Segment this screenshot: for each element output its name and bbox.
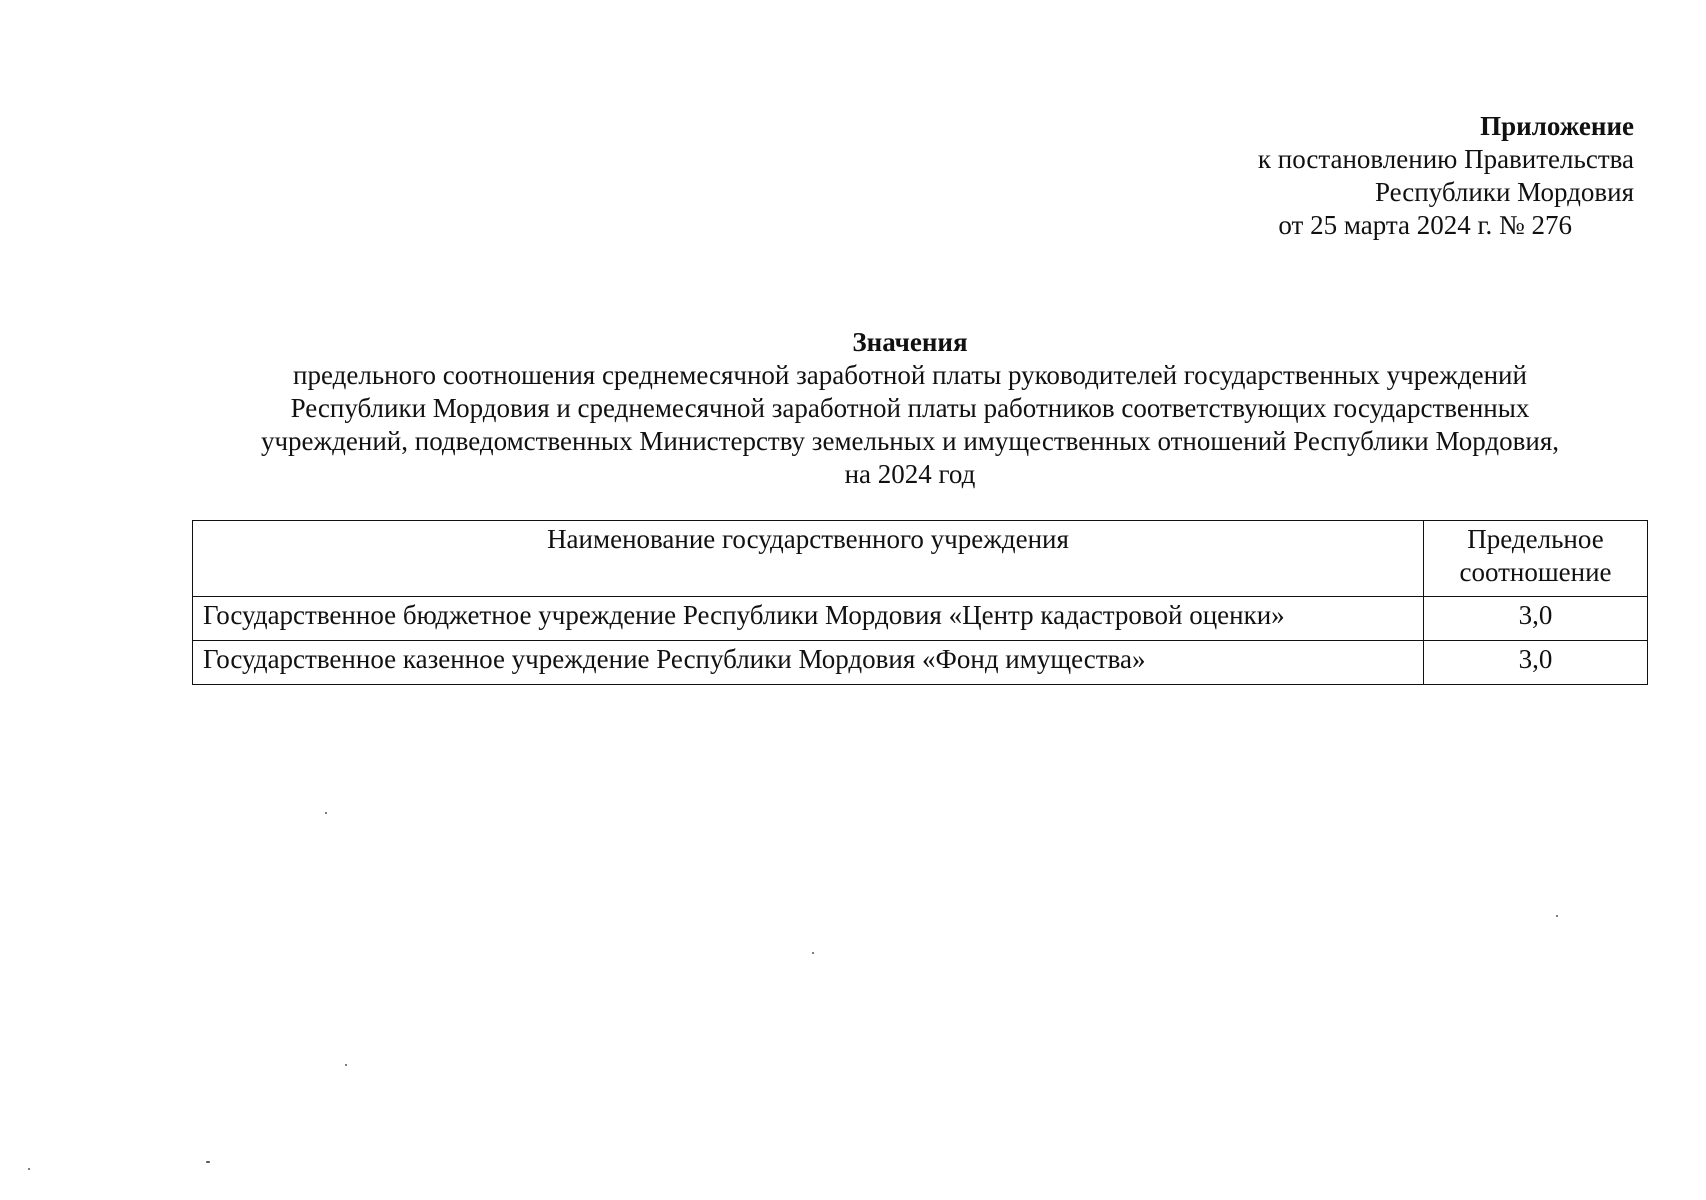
appendix-line-1: к постановлению Правительства — [1257, 144, 1634, 174]
title-line-2: Республики Мордовия и среднемесячной заработной платы работников соответствующих государственных — [290, 393, 1530, 423]
column-header-ratio-line-1: Предельное — [1467, 524, 1604, 554]
title-line-4: на 2024 год — [844, 459, 976, 489]
scan-speck — [206, 1161, 210, 1163]
document-title-block — [190, 326, 1630, 491]
scan-speck — [1556, 915, 1558, 917]
title-line-1: предельного соотношения среднемесячной заработной платы руководителей государственных учреждений — [293, 360, 1527, 390]
column-header-name: Наименование государственного учреждения — [193, 521, 1424, 597]
document-title: Значения — [852, 327, 968, 357]
table-header-row — [193, 521, 1648, 597]
title-line-3: учреждений, подведомственных Министерству земельных и имущественных отношений Республики Мордовия, — [260, 426, 1560, 456]
scan-speck — [325, 812, 327, 814]
appendix-line-2: Республики Мордовия — [1374, 177, 1634, 207]
appendix-block — [1258, 110, 1634, 242]
institution-name-cell: Государственное казенное учреждение Республики Мордовия «Фонд имущества» — [193, 641, 1424, 685]
ratio-value-cell: 3,0 — [1424, 597, 1648, 641]
appendix-date-line: от 25 марта 2024 г. № 276 — [1278, 210, 1572, 240]
table-row — [193, 597, 1648, 641]
column-header-ratio-line-2: соотношение — [1459, 557, 1612, 587]
ratio-value-cell: 3,0 — [1424, 641, 1648, 685]
scan-speck — [812, 952, 814, 954]
appendix-heading: Приложение — [1480, 111, 1634, 141]
table-row — [193, 641, 1648, 685]
scan-speck — [28, 1168, 30, 1170]
ratio-table — [192, 520, 1648, 685]
institution-name-cell: Государственное бюджетное учреждение Республики Мордовия «Центр кадастровой оценки» — [193, 597, 1424, 641]
column-header-ratio — [1424, 521, 1648, 597]
scan-speck — [345, 1064, 347, 1066]
